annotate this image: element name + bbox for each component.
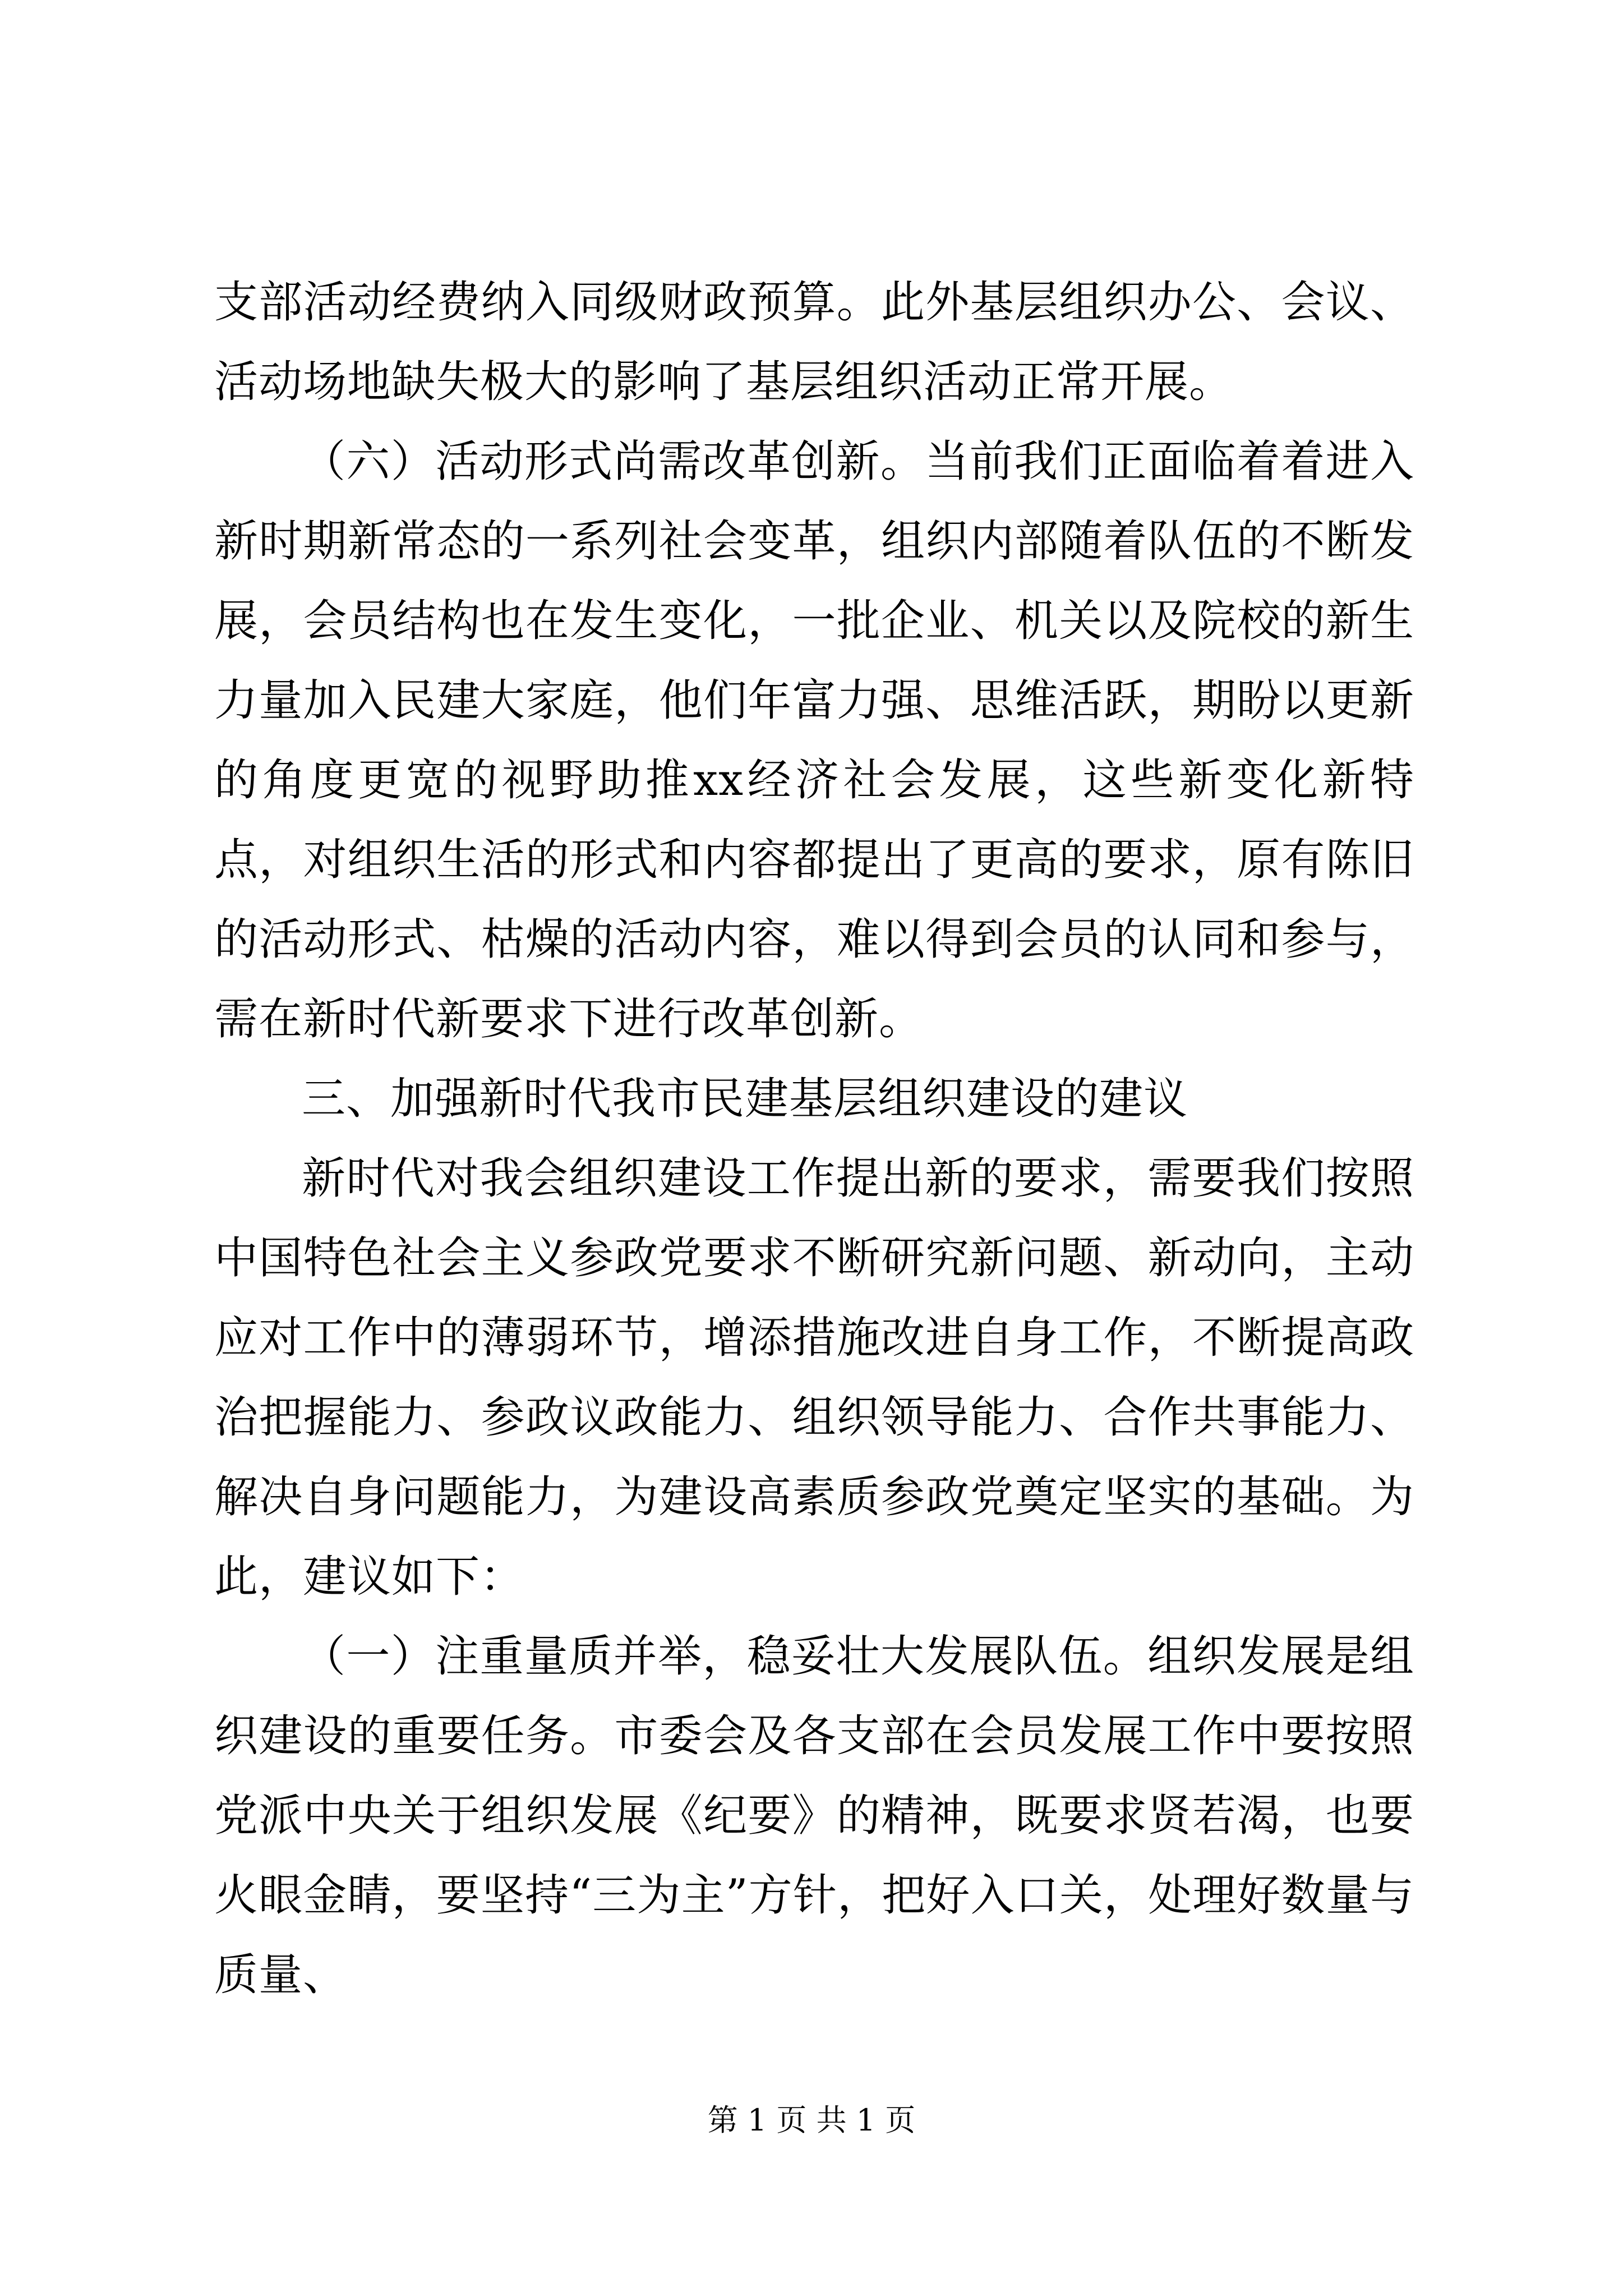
page-footer: 第 1 页 共 1 页 xyxy=(707,2102,916,2138)
section-heading: 三、加强新时代我市民建基层组织建设的建议 xyxy=(302,1074,1188,1124)
paragraph-1: 支部活动经费纳入同级财政预算。此外基层组织办公、会议、活动场地缺失极大的影响了基层组织活动正常开展。 xyxy=(214,277,1414,407)
document-body xyxy=(214,263,1414,2015)
paragraph-4: （一）注重量质并举，稳妥壮大发展队伍。组织发展是组织建设的重要任务。市委会及各支部在会员发展工作中要按照党派中央关于组织发展《纪要》的精神，既要求贤若渴，也要火眼金睛，要坚持“三为主”方针，把好入口关，处理好数量与质量、 xyxy=(214,1631,1414,2000)
paragraph-2: （六）活动形式尚需改革创新。当前我们正面临着着进入新时期新常态的一系列社会变革，组织内部随着队伍的不断发展，会员结构也在发生变化，一批企业、机关以及院校的新生力量加入民建大家庭，他们年富力强、思维活跃，期盼以更新的角度更宽的视野助推xx经济社会发展，这些新变化新特点，对组织生活的形式和内容都提出了更高的要求，原有陈旧的活动形式、枯燥的活动内容，难以得到会员的认同和参与，需在新时代新要求下进行改革创新。 xyxy=(214,436,1414,1045)
paragraph-3: 新时代对我会组织建设工作提出新的要求，需要我们按照中国特色社会主义参政党要求不断研究新问题、新动向，主动应对工作中的薄弱环节，增添措施改进自身工作，不断提高政治把握能力、参政议政能力、组织领导能力、合作共事能力、解决自身问题能力，为建设高素质参政党奠定坚实的基础。为此，建议如下： xyxy=(214,1153,1414,1602)
